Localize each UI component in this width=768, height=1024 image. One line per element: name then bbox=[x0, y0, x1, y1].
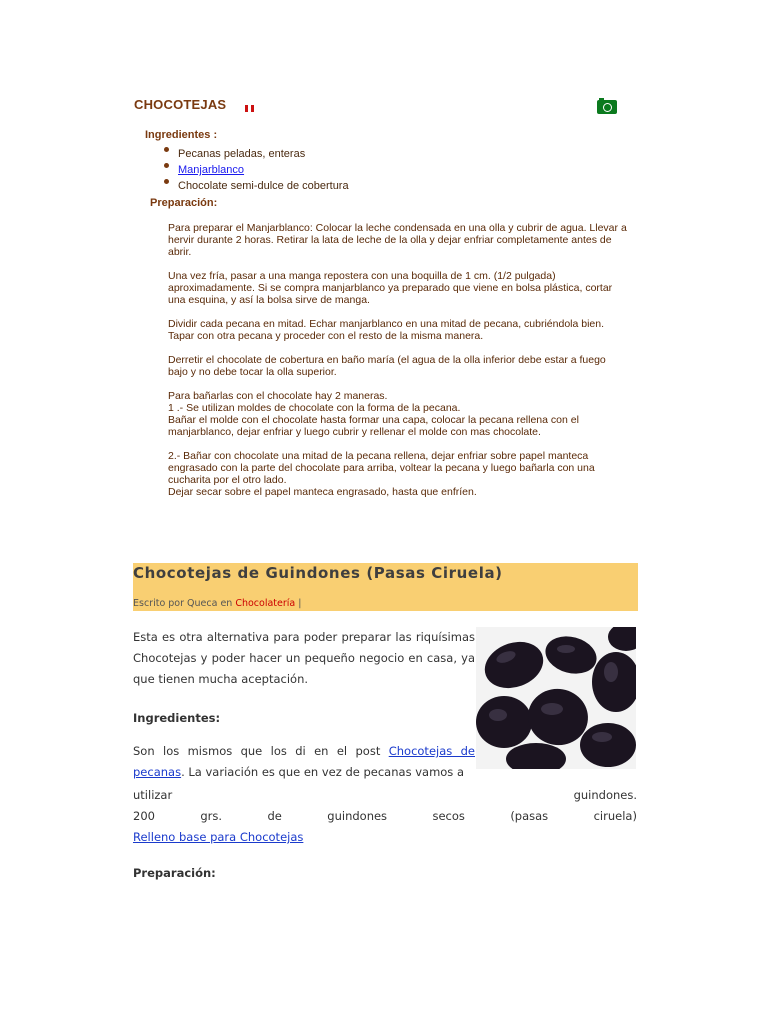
category-link[interactable]: Chocolatería bbox=[235, 598, 296, 609]
word: guindones bbox=[327, 809, 388, 823]
word: ciruela) bbox=[593, 809, 637, 823]
word: grs. bbox=[200, 809, 223, 823]
ingredients-heading: Ingredientes : bbox=[145, 129, 218, 141]
post-header bbox=[133, 563, 638, 611]
bullet-icon bbox=[164, 147, 169, 152]
word: guindones. bbox=[573, 788, 637, 802]
recipe-title: CHOCOTEJAS bbox=[134, 97, 227, 112]
ingredients-list bbox=[160, 146, 349, 194]
preparation-body bbox=[168, 222, 628, 510]
ingredients-paragraph bbox=[133, 741, 475, 783]
preparation-paragraph: Para bañarlas con el chocolate hay 2 maneras. 1 .- Se utilizan moldes de chocolate con la forma de la pecana. Bañar el molde con el chocolate hasta formar una capa, colocar la pecana rellena con el manjarblanco, dejar enfriar y luego cubrir y rellenar el molde con mas chocolate. bbox=[168, 390, 579, 438]
bullet-icon bbox=[164, 179, 169, 184]
word: (pasas bbox=[510, 809, 549, 823]
preparation-paragraph: Derretir el chocolate de cobertura en baño maría (el agua de la olla inferior debe estar a fuego bajo y no debe tocar la olla superior. bbox=[168, 354, 606, 378]
ingredient-text: Chocolate semi-dulce de cobertura bbox=[178, 180, 349, 192]
word: de bbox=[267, 809, 282, 823]
chocotejas-pecanas-link[interactable]: Chocotejas de pecanas bbox=[133, 744, 476, 779]
word: 200 bbox=[133, 809, 155, 823]
para-text: . La variación es que en vez de pecanas vamos a bbox=[181, 765, 464, 779]
word: utilizar bbox=[133, 788, 173, 802]
para-text: Son los mismos que los di en el post bbox=[133, 744, 389, 758]
meta-separator: | bbox=[295, 598, 302, 609]
ingredient-text: Pecanas peladas, enteras bbox=[178, 148, 306, 160]
bullet-icon bbox=[164, 163, 169, 168]
relleno-base-link[interactable]: Relleno base para Chocotejas bbox=[133, 830, 304, 844]
relleno-line bbox=[133, 827, 637, 848]
preparation-heading-2: Preparación: bbox=[133, 866, 216, 880]
preparation-paragraph: Una vez fría, pasar a una manga repostera con una boquilla de 1 cm. (1/2 pulgada) aproximadamente. Si se compra manjarblanco ya preparado que viene en bolsa plástica, cortar una esquina, y así la bolsa sirve de manga. bbox=[168, 270, 613, 306]
ingredients-heading-2: Ingredientes: bbox=[133, 711, 221, 725]
author-text: Escrito por Queca en bbox=[133, 598, 236, 609]
preparation-heading: Preparación: bbox=[150, 197, 218, 209]
word: secos bbox=[432, 809, 465, 823]
preparation-paragraph: 2.- Bañar con chocolate una mitad de la pecana rellena, dejar enfriar sobre papel manteca engrasado con la parte del chocolate para arriba, voltear la pecana y luego bañarla con una cucharita por el otro lado. Dejar secar sobre el papel manteca engrasado, hasta que enfríen. bbox=[168, 450, 595, 498]
justified-line bbox=[133, 806, 637, 827]
manjarblanco-link[interactable]: Manjarblanco bbox=[178, 164, 245, 176]
post-title[interactable]: Chocotejas de Guindones (Pasas Ciruela) bbox=[133, 564, 503, 582]
preparation-paragraph: Dividir cada pecana en mitad. Echar manjarblanco en una mitad de pecana, cubriéndola bien. Tapar con otra pecana y proceder con el resto de la misma manera. bbox=[168, 318, 605, 342]
list-item bbox=[160, 178, 349, 194]
list-item bbox=[160, 146, 349, 162]
preparation-paragraph: Para preparar el Manjarblanco: Colocar la leche condensada en una olla y cubrir de agua. Llevar a hervir durante 2 horas. Retirar la lata de leche de la olla y dejar enfriar completamente antes de abrir. bbox=[168, 222, 627, 258]
post-intro: Esta es otra alternativa para poder preparar las riquísimas Chocotejas y poder hacer un pequeño negocio en casa, ya que tienen mucha aceptación. bbox=[133, 630, 475, 686]
post-meta bbox=[133, 598, 301, 609]
camera-icon[interactable] bbox=[597, 100, 617, 114]
peru-flag-icon bbox=[245, 105, 256, 112]
justified-line bbox=[133, 785, 637, 806]
list-item bbox=[160, 162, 349, 178]
prunes-image bbox=[476, 627, 636, 769]
prunes-photo bbox=[476, 627, 636, 769]
